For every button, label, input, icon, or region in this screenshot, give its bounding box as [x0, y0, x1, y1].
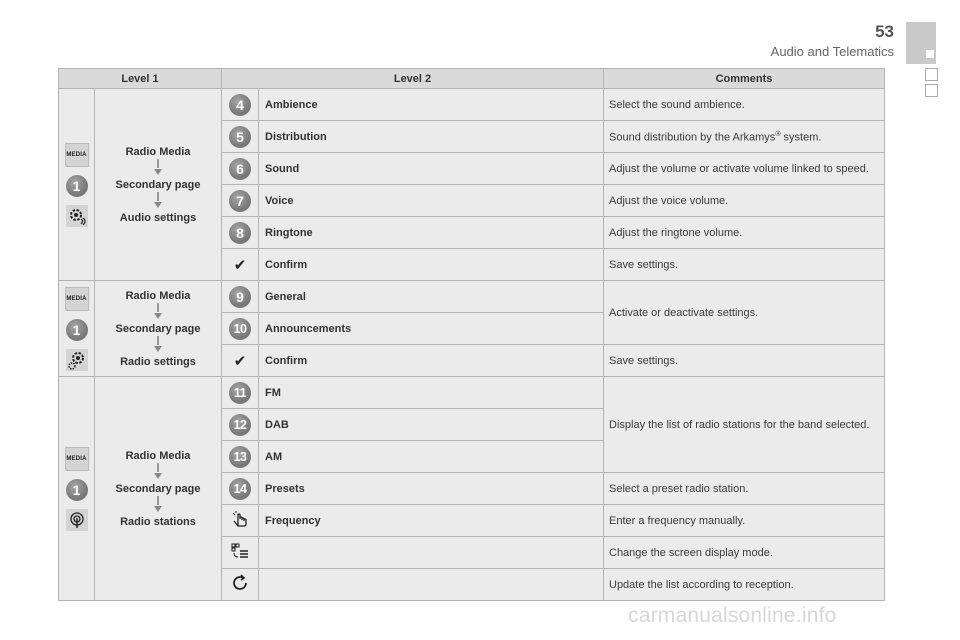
path-step: Radio Media	[125, 289, 191, 302]
option-comment: Activate or deactivate settings.	[604, 281, 885, 345]
hand-icon	[231, 510, 249, 528]
down-arrow-head	[154, 313, 162, 319]
header-level1: Level 1	[59, 69, 222, 89]
option-comment: Display the list of radio stations for the band selected.	[604, 377, 885, 473]
step-badge: 7	[229, 190, 251, 212]
down-arrow-head	[154, 346, 162, 352]
step-badge: 11	[229, 382, 251, 404]
level1-path-audio	[95, 89, 222, 281]
checkmark-icon: ✔	[233, 352, 247, 370]
chapter-tab-marker	[926, 50, 934, 58]
registered-mark: ®	[775, 131, 781, 139]
checkmark-icon: ✔	[233, 256, 247, 274]
media-button-icon: MEDIA	[65, 447, 89, 471]
down-arrow-icon	[157, 303, 159, 312]
path-step: Secondary page	[115, 178, 201, 191]
chapter-tab	[906, 22, 936, 64]
down-arrow-head	[154, 169, 162, 175]
option-comment: Enter a frequency manually.	[604, 505, 885, 537]
step-badge: 12	[229, 414, 251, 436]
down-arrow-icon	[157, 192, 159, 201]
option-comment: Update the list according to reception.	[604, 569, 885, 601]
step-badge: 13	[229, 446, 251, 468]
step-badge: 14	[229, 478, 251, 500]
option-name: DAB	[259, 409, 604, 441]
option-name: Voice	[259, 185, 604, 217]
watermark: carmanualsonline.info	[628, 604, 837, 627]
option-name: Ambience	[259, 89, 604, 121]
option-name: General	[259, 281, 604, 313]
header-comments: Comments	[604, 69, 885, 89]
path-step: Radio settings	[120, 355, 196, 368]
path-step: Radio Media	[125, 449, 191, 462]
option-comment: Change the screen display mode.	[604, 537, 885, 569]
option-name: Announcements	[259, 313, 604, 345]
path-step: Radio stations	[120, 515, 196, 528]
display-mode-icon	[230, 542, 250, 560]
page-number: 53	[875, 22, 894, 41]
down-arrow-head	[154, 473, 162, 479]
step-badge: 6	[229, 158, 251, 180]
option-name: Confirm	[259, 345, 604, 377]
header-level2: Level 2	[222, 69, 604, 89]
radio-stations-icon	[66, 509, 88, 531]
audio-settings-icon	[66, 205, 88, 227]
path-step: Secondary page	[115, 322, 201, 335]
step-badge: 9	[229, 286, 251, 308]
level1-path-radio-settings	[95, 281, 222, 377]
down-arrow-head	[154, 202, 162, 208]
media-button-icon: MEDIA	[65, 143, 89, 167]
comment-text: system.	[780, 131, 822, 144]
refresh-icon	[230, 573, 250, 593]
option-comment: Adjust the volume or activate volume linked to speed.	[604, 153, 885, 185]
step-badge: 10	[229, 318, 251, 340]
path-step: Audio settings	[119, 211, 197, 224]
option-name: AM	[259, 441, 604, 473]
level1-icons-audio	[59, 89, 95, 281]
option-name: Presets	[259, 473, 604, 505]
table-header-row	[59, 69, 885, 89]
option-name: Frequency	[259, 505, 604, 537]
down-arrow-head	[154, 506, 162, 512]
section-title: Audio and Telematics	[770, 44, 894, 59]
step-badge: 8	[229, 222, 251, 244]
settings-table	[58, 68, 885, 601]
option-name: Ringtone	[259, 217, 604, 249]
radio-settings-icon	[66, 349, 88, 371]
step-badge: 4	[229, 94, 251, 116]
level1-icons-radio-stations	[59, 377, 95, 601]
chapter-box-1	[925, 68, 938, 81]
down-arrow-icon	[157, 496, 159, 505]
level1-path-radio-stations	[95, 377, 222, 601]
option-comment: Adjust the ringtone volume.	[604, 217, 885, 249]
option-comment: Select the sound ambience.	[604, 89, 885, 121]
option-name: Distribution	[259, 121, 604, 153]
step-badge: 1	[66, 319, 88, 341]
step-badge: 5	[229, 126, 251, 148]
table-row	[59, 377, 885, 409]
step-badge: 1	[66, 175, 88, 197]
step-badge: 1	[66, 479, 88, 501]
path-step: Radio Media	[125, 145, 191, 158]
option-comment: Adjust the voice volume.	[604, 185, 885, 217]
option-comment: Save settings.	[604, 345, 885, 377]
table-row	[59, 281, 885, 313]
option-name: Sound	[259, 153, 604, 185]
down-arrow-icon	[157, 159, 159, 168]
option-name: Confirm	[259, 249, 604, 281]
level1-icons-radio-settings	[59, 281, 95, 377]
chapter-box-2	[925, 84, 938, 97]
media-button-icon: MEDIA	[65, 287, 89, 311]
option-comment: Select a preset radio station.	[604, 473, 885, 505]
option-name: FM	[259, 377, 604, 409]
option-name	[259, 537, 604, 569]
path-step: Secondary page	[115, 482, 201, 495]
comment-text: Sound distribution by the Arkamys	[609, 131, 776, 144]
down-arrow-icon	[157, 336, 159, 345]
option-comment	[604, 121, 885, 153]
down-arrow-icon	[157, 463, 159, 472]
option-comment: Save settings.	[604, 249, 885, 281]
table-row	[59, 89, 885, 121]
option-name	[259, 569, 604, 601]
